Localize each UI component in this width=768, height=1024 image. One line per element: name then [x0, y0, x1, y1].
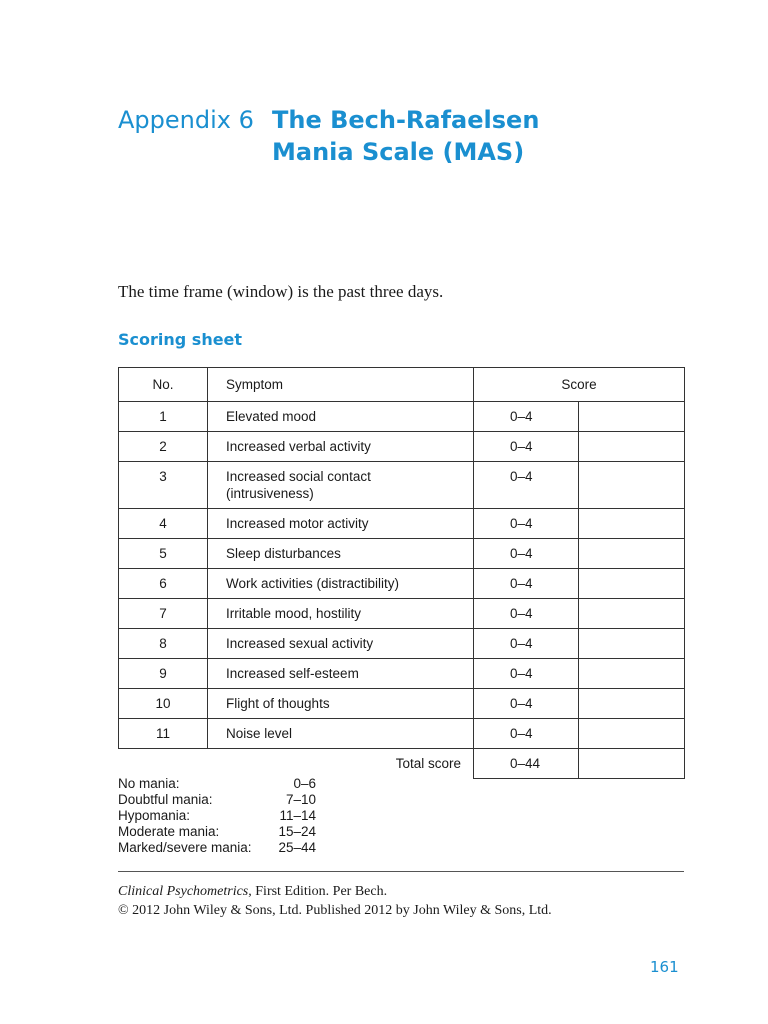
- row-score-range: 0–4: [474, 509, 579, 539]
- citation-edition: , First Edition. Per Bech.: [248, 884, 388, 899]
- citation: [118, 882, 552, 920]
- table-row: [119, 569, 685, 599]
- severity-legend: [118, 776, 316, 856]
- total-score-entry[interactable]: [579, 749, 685, 779]
- row-symptom: [208, 402, 474, 432]
- row-score-entry[interactable]: [579, 402, 685, 432]
- header-symptom: Symptom: [208, 368, 474, 402]
- page-number: 161: [650, 958, 679, 976]
- table-row: [119, 659, 685, 689]
- title-line-1: The Bech-Rafaelsen: [272, 106, 540, 134]
- citation-copyright: © 2012 John Wiley & Sons, Ltd. Published 2012 by John Wiley & Sons, Ltd.: [118, 903, 552, 918]
- row-score-entry[interactable]: [579, 629, 685, 659]
- row-score-entry[interactable]: [579, 659, 685, 689]
- symptom-text: Increased sexual activity: [226, 636, 374, 651]
- table-row: [119, 629, 685, 659]
- symptom-text: Irritable mood, hostility: [226, 606, 362, 621]
- row-score-range: 0–4: [474, 719, 579, 749]
- symptom-text: Increased verbal activity: [226, 439, 371, 454]
- citation-book-title: Clinical Psychometrics: [118, 884, 249, 899]
- row-score-entry[interactable]: [579, 539, 685, 569]
- scoring-table: [118, 367, 685, 779]
- page-title: [272, 104, 539, 168]
- legend-row: [118, 776, 316, 792]
- row-score-range: 0–4: [474, 599, 579, 629]
- legend-label: Moderate mania:: [118, 824, 220, 839]
- table-row: [119, 719, 685, 749]
- row-number: 1: [119, 402, 208, 432]
- symptom-text: Elevated mood: [226, 409, 317, 424]
- section-heading: Scoring sheet: [118, 330, 243, 349]
- table-header-row: [119, 368, 685, 402]
- table-row: [119, 599, 685, 629]
- row-score-range: 0–4: [474, 569, 579, 599]
- row-score-entry[interactable]: [579, 599, 685, 629]
- row-symptom: [208, 629, 474, 659]
- row-score-entry[interactable]: [579, 719, 685, 749]
- symptom-text: Work activities (distractibility): [226, 576, 400, 591]
- row-score-range: 0–4: [474, 432, 579, 462]
- row-number: 10: [119, 689, 208, 719]
- symptom-text: Increased social contact: [226, 469, 371, 484]
- row-score-range: 0–4: [474, 689, 579, 719]
- row-number: 7: [119, 599, 208, 629]
- footer-divider: [118, 871, 684, 872]
- legend-row: [118, 808, 316, 824]
- row-score-range: 0–4: [474, 659, 579, 689]
- table-row: [119, 432, 685, 462]
- row-number: 5: [119, 539, 208, 569]
- legend-row: [118, 840, 316, 856]
- total-row: [119, 749, 685, 779]
- total-score-range: 0–44: [474, 749, 579, 779]
- intro-text: The time frame (window) is the past three days.: [118, 282, 444, 301]
- legend-label: Marked/severe mania:: [118, 840, 252, 855]
- row-number: 9: [119, 659, 208, 689]
- row-score-entry[interactable]: [579, 569, 685, 599]
- row-symptom: [208, 689, 474, 719]
- row-score-range: 0–4: [474, 539, 579, 569]
- total-spacer: [119, 749, 208, 779]
- row-number: 8: [119, 629, 208, 659]
- legend-label: No mania:: [118, 776, 180, 791]
- symptom-text: Flight of thoughts: [226, 696, 330, 711]
- table-row: [119, 402, 685, 432]
- table-row: [119, 462, 685, 509]
- table-row: [119, 689, 685, 719]
- table-row: [119, 539, 685, 569]
- row-symptom: [208, 719, 474, 749]
- legend-row: [118, 792, 316, 808]
- legend-row: [118, 824, 316, 840]
- row-score-range: 0–4: [474, 402, 579, 432]
- row-number: 3: [119, 462, 208, 509]
- row-symptom: [208, 599, 474, 629]
- row-score-entry[interactable]: [579, 509, 685, 539]
- symptom-text-line-2: (intrusiveness): [226, 486, 314, 501]
- appendix-label: Appendix 6: [118, 106, 254, 134]
- legend-label: Hypomania:: [118, 808, 191, 823]
- row-symptom: [208, 659, 474, 689]
- row-symptom: [208, 432, 474, 462]
- row-score-entry[interactable]: [579, 432, 685, 462]
- row-score-entry[interactable]: [579, 689, 685, 719]
- row-number: 4: [119, 509, 208, 539]
- legend-range: 11–14: [279, 808, 316, 823]
- row-symptom: [208, 569, 474, 599]
- row-symptom: [208, 509, 474, 539]
- legend-range: 15–24: [278, 824, 316, 839]
- header-score: Score: [474, 368, 685, 402]
- legend-range: 25–44: [278, 840, 316, 855]
- legend-range: 0–6: [293, 776, 316, 791]
- row-symptom: [208, 539, 474, 569]
- symptom-text: Increased motor activity: [226, 516, 369, 531]
- symptom-text: Sleep disturbances: [226, 546, 341, 561]
- symptom-text: Noise level: [226, 726, 293, 741]
- row-symptom: [208, 462, 474, 509]
- row-number: 6: [119, 569, 208, 599]
- header-no: No.: [119, 368, 208, 402]
- row-number: 2: [119, 432, 208, 462]
- row-score-entry[interactable]: [579, 462, 685, 509]
- title-line-2: Mania Scale (MAS): [272, 138, 525, 166]
- row-score-range: 0–4: [474, 462, 579, 509]
- row-number: 11: [119, 719, 208, 749]
- legend-range: 7–10: [285, 792, 316, 807]
- total-label: Total score: [395, 756, 461, 771]
- legend-label: Doubtful mania:: [118, 792, 213, 807]
- table-row: [119, 509, 685, 539]
- row-score-range: 0–4: [474, 629, 579, 659]
- symptom-text: Increased self-esteem: [226, 666, 359, 681]
